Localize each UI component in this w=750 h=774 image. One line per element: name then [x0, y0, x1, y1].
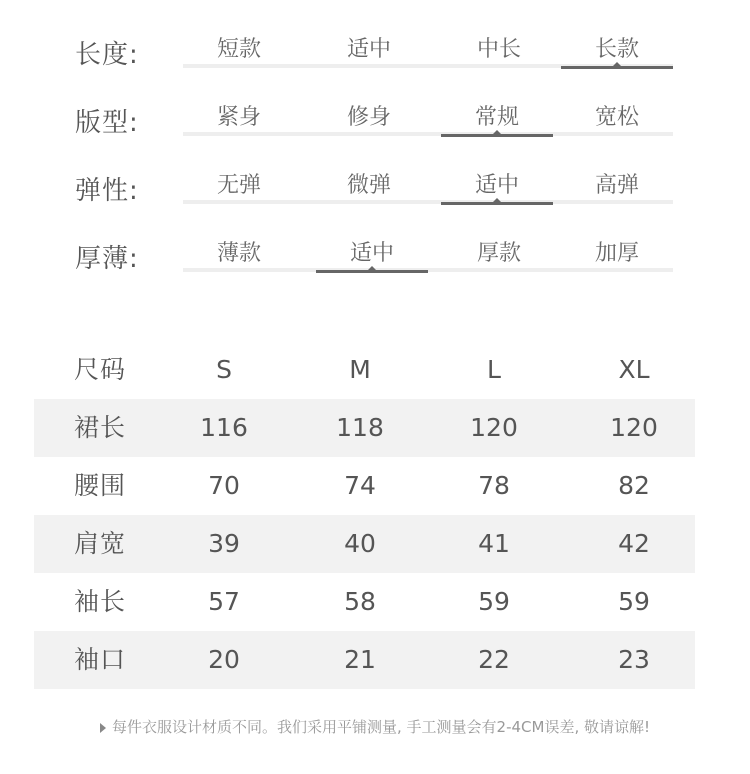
table-row: [34, 573, 695, 631]
option-thin[interactable]: 薄款: [216, 241, 261, 266]
option-short[interactable]: 短款: [216, 37, 261, 62]
table-cell: 116: [200, 413, 248, 442]
table-cell: 57: [208, 587, 240, 616]
table-row: [34, 457, 695, 515]
option-long[interactable]: 长款: [561, 32, 673, 63]
option-moderate-stretch[interactable]: 适中: [441, 168, 553, 199]
option-medium[interactable]: 适中: [346, 37, 391, 62]
row-label: 裙长: [74, 413, 127, 442]
attribute-label: 版型:: [75, 108, 139, 138]
table-cell: 82: [618, 471, 650, 500]
header-cell: L: [487, 355, 501, 384]
attribute-row-thickness: [0, 220, 750, 290]
attribute-row-elasticity: [0, 152, 750, 222]
table-row: [34, 399, 695, 457]
option-no-stretch[interactable]: 无弹: [216, 173, 261, 198]
option-regular[interactable]: 常规: [441, 100, 553, 131]
table-cell: 120: [610, 413, 658, 442]
row-label: 袖长: [74, 587, 127, 616]
table-cell: 78: [478, 471, 510, 500]
table-cell: 23: [618, 645, 650, 674]
table-cell: 58: [344, 587, 376, 616]
table-cell: 20: [208, 645, 240, 674]
header-cell: 尺码: [74, 355, 127, 384]
table-cell: 22: [478, 645, 510, 674]
table-cell: 39: [208, 529, 240, 558]
table-cell: 42: [618, 529, 650, 558]
table-row: [34, 631, 695, 689]
attribute-track: [183, 200, 673, 204]
option-loose[interactable]: 宽松: [594, 105, 639, 130]
size-table: [34, 341, 695, 689]
option-mid-long[interactable]: 中长: [476, 37, 521, 62]
footnote-text: 每件衣服设计材质不同。我们采用平铺测量, 手工测量会有2-4CM误差, 敬请谅解!: [111, 718, 650, 736]
table-cell: 70: [208, 471, 240, 500]
attribute-label: 弹性:: [75, 176, 139, 206]
option-slight-stretch[interactable]: 微弹: [346, 173, 391, 198]
table-cell: 59: [478, 587, 510, 616]
table-row: [34, 515, 695, 573]
option-thick[interactable]: 厚款: [476, 241, 521, 266]
table-cell: 118: [336, 413, 384, 442]
attribute-row-fit: [0, 84, 750, 154]
option-moderate-thickness[interactable]: 适中: [316, 236, 428, 267]
attribute-track: [183, 268, 673, 272]
option-tight[interactable]: 紧身: [216, 105, 261, 130]
table-header-row: [34, 341, 695, 399]
attribute-label: 厚薄:: [75, 244, 139, 274]
attribute-label: 长度:: [75, 40, 139, 70]
triangle-bullet-icon: [100, 723, 106, 733]
table-cell: 120: [470, 413, 518, 442]
row-label: 袖口: [74, 645, 127, 674]
header-cell: M: [349, 355, 371, 384]
table-cell: 40: [344, 529, 376, 558]
option-slim[interactable]: 修身: [346, 105, 391, 130]
option-high-stretch[interactable]: 高弹: [594, 173, 639, 198]
row-label: 腰围: [74, 471, 127, 500]
header-cell: XL: [618, 355, 650, 384]
attribute-row-length: [0, 16, 750, 86]
table-cell: 59: [618, 587, 650, 616]
row-label: 肩宽: [74, 529, 127, 558]
table-cell: 21: [344, 645, 376, 674]
option-extra-thick[interactable]: 加厚: [594, 241, 639, 266]
table-cell: 41: [478, 529, 510, 558]
attribute-track: [183, 132, 673, 136]
table-cell: 74: [344, 471, 376, 500]
measurement-footnote: [0, 716, 750, 737]
header-cell: S: [216, 355, 232, 384]
